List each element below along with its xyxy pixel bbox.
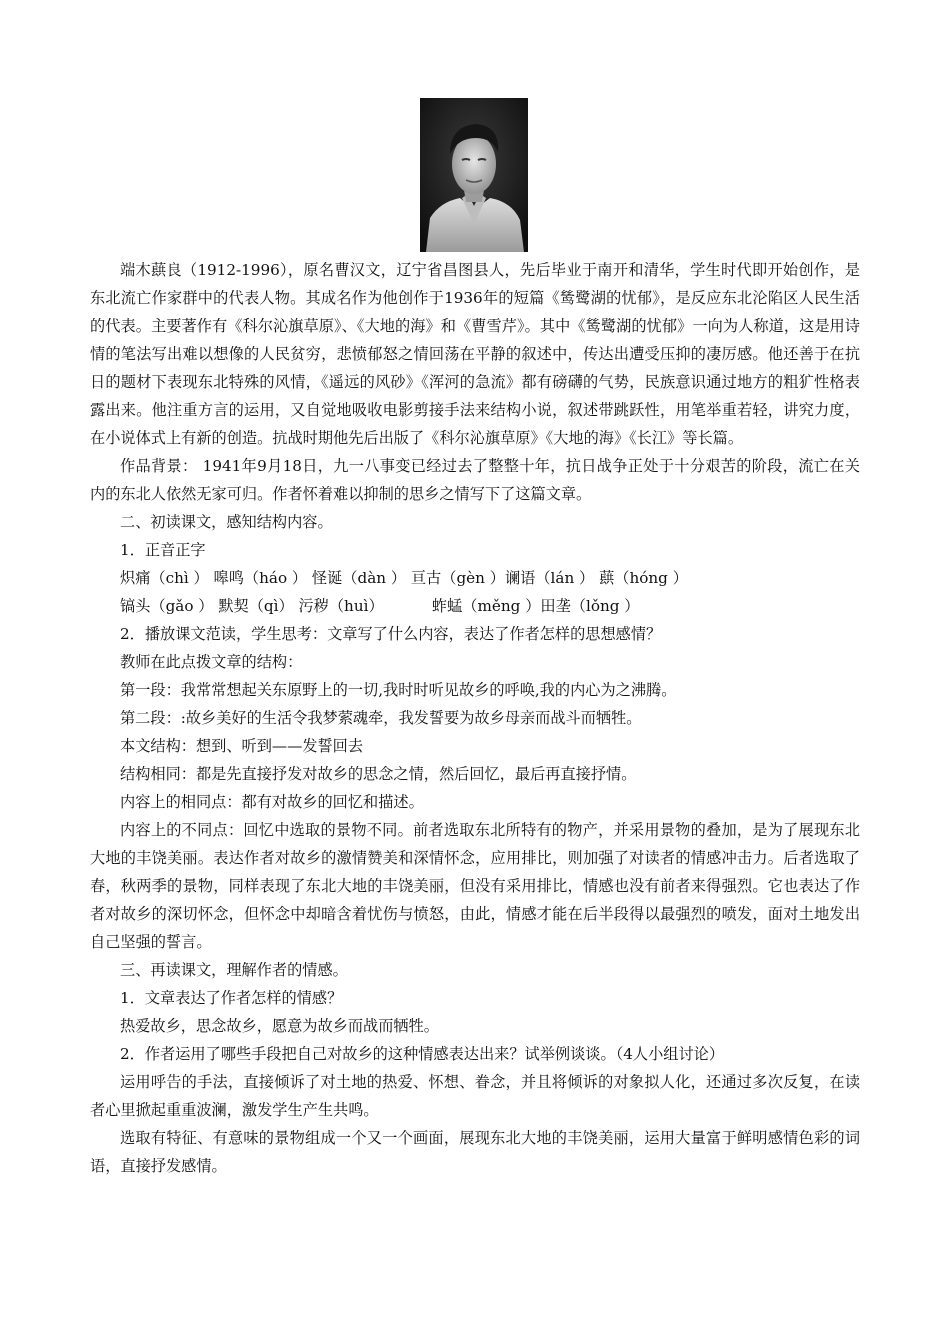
author-bio-paragraph: 端木蕻良（1912-1996），原名曹汉文，辽宁省昌图县人，先后毕业于南开和清华，学生时代即开始创作，是东北流亡作家群中的代表人物。其成名作为他创作于1936年的短篇《鸶鹭湖的忧郁》，是反应东北沦陷区人民生活的代表。主要著作有《科尔沁旗草原》、《大地的海》和《曹雪芹》。其中《鸶鹭湖的忧郁》一向为人称道，这是用诗情的笔法写出难以想像的人民贫穷，悲愤郁怒之情回荡在平静的叙述中，传达出遭受压抑的凄厉感。他还善于在抗日的题材下表现东北特殊的风情，《遥远的风砂》《浑河的急流》都有磅礴的气势，民族意识通过地方的粗犷性格表露出来。他注重方言的运用，又自觉地吸收电影剪接手法来结构小说，叙述带跳跃性，用笔举重若轻，讲究力度，在小说体式上有新的创造。抗战时期他先后出版了《科尔沁旗草原》《大地的海》《长江》等长篇。 [90, 261, 860, 447]
pinyin-row-2: 镐头（gǎo ） 默契（qì） 污秽（huì） 蚱蜢（měng ）田垄（lǒng ） [120, 597, 640, 615]
author-portrait [420, 98, 528, 252]
answer-one: 热爱故乡，思念故乡，愿意为故乡而战而牺牲。 [120, 1017, 439, 1035]
pinyin-row-1: 炽痛（chì ） 嗥鸣（háo ） 怪诞（dàn ） 亘古（gèn ）谰语（lán ） 蕻（hóng ） [120, 569, 688, 587]
teacher-note: 教师在此点拨文章的结构： [120, 653, 303, 671]
item-two-heading: 2．播放课文范读，学生思考：文章写了什么内容，表达了作者怎样的思想感情？ [120, 625, 662, 643]
question-one: 1．文章表达了作者怎样的情感？ [120, 989, 343, 1007]
question-two: 2．作者运用了哪些手段把自己对故乡的这种情感表达出来？试举例谈谈。（4人小组讨论） [120, 1045, 725, 1063]
text-structure: 本文结构：想到、听到——发誓回去 [120, 737, 363, 755]
item-one-heading: 1．正音正字 [120, 541, 206, 559]
same-content-note: 内容上的相同点：都有对故乡的回忆和描述。 [120, 793, 424, 811]
document-body [90, 256, 860, 1180]
same-structure-note: 结构相同：都是先直接抒发对故乡的思念之情，然后回忆，最后再直接抒情。 [120, 765, 637, 783]
answer-two-part-1: 运用呼告的手法，直接倾诉了对土地的热爱、怀想、眷念，并且将倾诉的对象拟人化，还通过多次反复，在读者心里掀起重重波澜，激发学生产生共鸣。 [90, 1073, 860, 1119]
section-three-heading: 三、再读课文，理解作者的情感。 [120, 961, 348, 979]
paragraph-one-summary: 第一段：我常常想起关东原野上的一切,我时时听见故乡的呼唤,我的内心为之沸腾。 [120, 681, 677, 699]
answer-two-part-2: 选取有特征、有意味的景物组成一个又一个画面，展现东北大地的丰饶美丽，运用大量富于鲜明感情色彩的词语，直接抒发感情。 [90, 1129, 860, 1175]
paragraph-two-summary: 第二段：:故乡美好的生活令我梦萦魂牵，我发誓要为故乡母亲而战斗而牺牲。 [120, 709, 642, 727]
section-two-heading: 二、初读课文，感知结构内容。 [120, 513, 333, 531]
background-paragraph: 作品背景： 1941年9月18日，九一八事变已经过去了整整十年，抗日战争正处于十分艰苦的阶段，流亡在关内的东北人依然无家可归。作者怀着难以抑制的思乡之情写下了这篇文章。 [90, 457, 860, 503]
different-content-paragraph: 内容上的不同点：回忆中选取的景物不同。前者选取东北所特有的物产，并采用景物的叠加，是为了展现东北大地的丰饶美丽。表达作者对故乡的激情赞美和深情怀念，应用排比，则加强了对读者的情感冲击力。后者选取了春，秋两季的景物，同样表现了东北大地的丰饶美丽，但没有采用排比，情感也没有前者来得强烈。它也表达了作者对故乡的深切怀念，但怀念中却暗含着忧伤与愤怒，由此，情感才能在后半段得以最强烈的喷发，面对土地发出自己坚强的誓言。 [90, 821, 860, 951]
author-photo-image [420, 98, 528, 252]
